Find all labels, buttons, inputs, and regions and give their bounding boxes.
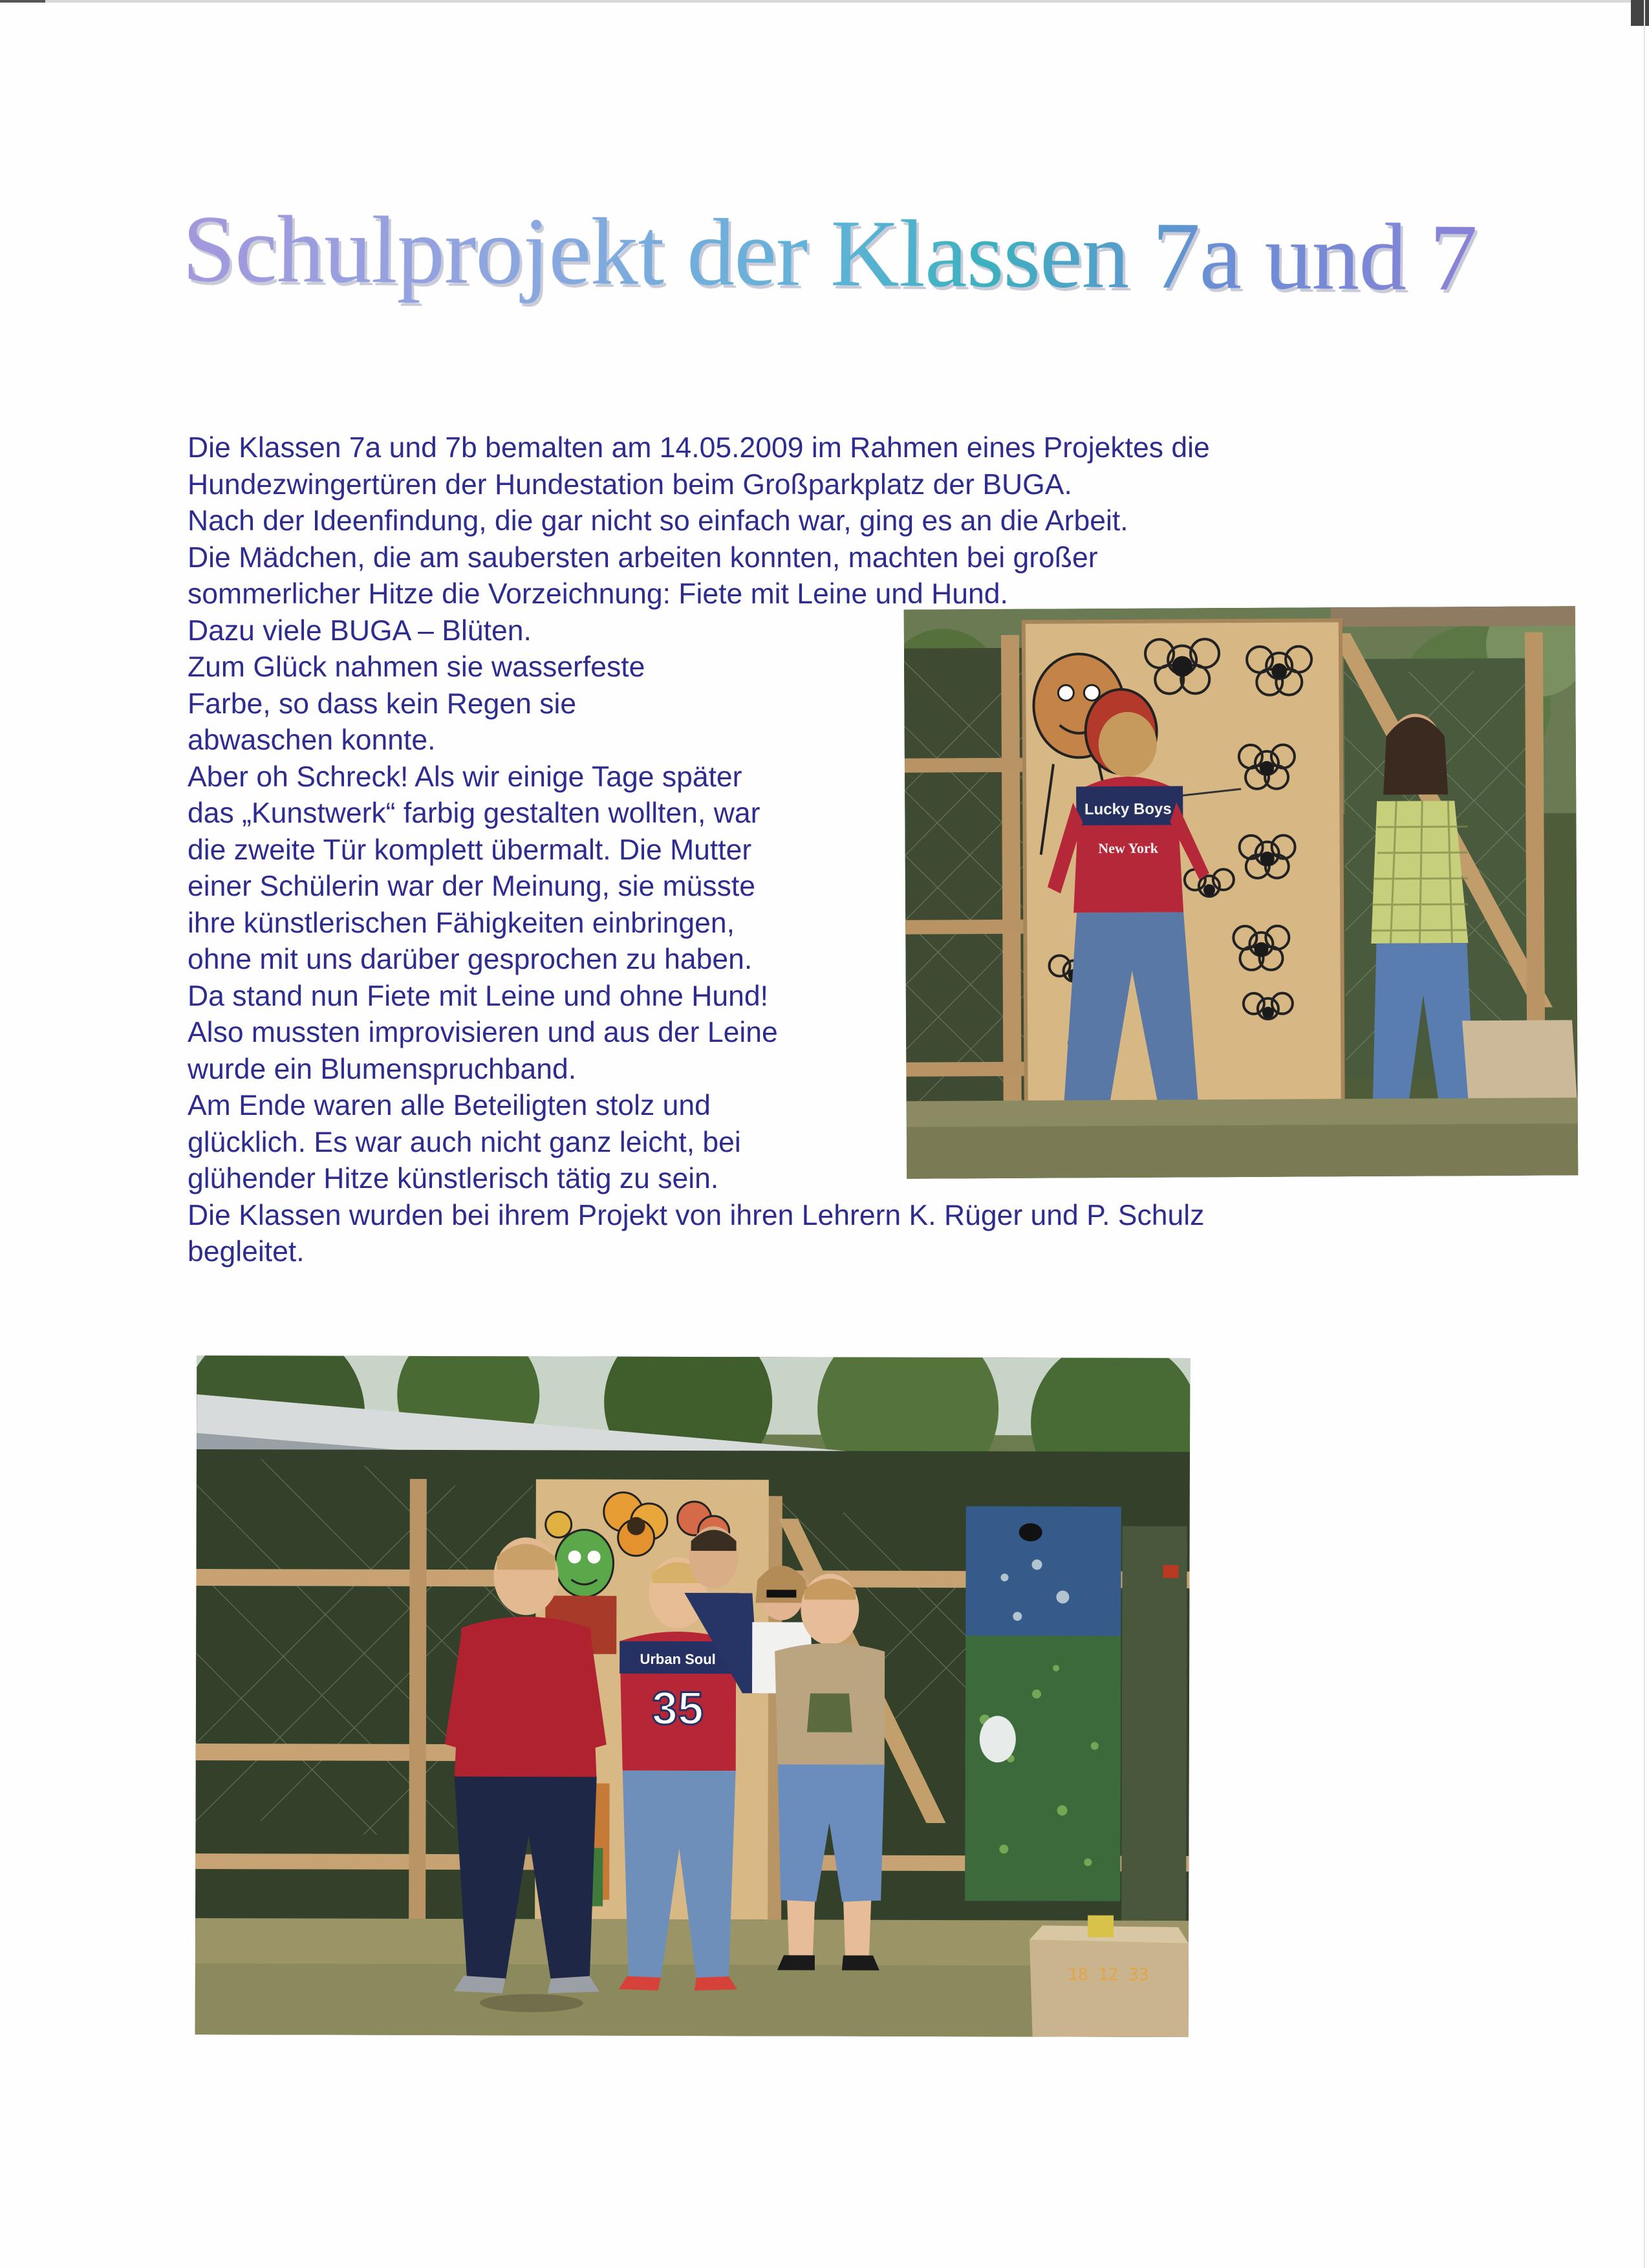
photo-group-kennel	[195, 1355, 1191, 2037]
shirt-print: New York	[1098, 839, 1159, 857]
shirt-print: Urban Soul	[640, 1650, 716, 1668]
text-line: Also mussten improvisieren und aus der Leine	[188, 1017, 778, 1048]
photo-date-stamp: 18 12 33	[1068, 1965, 1149, 1985]
scan-edge	[0, 0, 1649, 3]
scan-edge	[1644, 0, 1645, 2268]
photo-painting-door	[904, 606, 1579, 1178]
text-line: ihre künstlerischen Fähigkeiten einbringen,	[188, 907, 735, 939]
text-line: wurde ein Blumenspruchband.	[188, 1053, 577, 1085]
text-line: glücklich. Es war auch nicht ganz leicht, bei	[188, 1126, 741, 1158]
text-line: sommerlicher Hitze die Vorzeichnung: Fiete mit Leine und Hund.	[188, 578, 1008, 610]
photo-painting-door-image	[904, 606, 1579, 1178]
text-line: abwaschen konnte.	[188, 724, 436, 756]
text-line: Zum Glück nahmen sie wasserfeste	[188, 651, 645, 683]
text-line: die zweite Tür komplett übermalt. Die Mutter	[188, 834, 752, 866]
text-line: das „Kunstwerk“ farbig gestalten wollten, war	[188, 797, 760, 829]
text-line: Dazu viele BUGA – Blüten.	[188, 614, 532, 647]
text-line: Die Mädchen, die am saubersten arbeiten konnten, machten bei großer	[188, 541, 1098, 574]
text-line: Die Klassen 7a und 7b bemalten am 14.05.2009 im Rahmen eines Projektes die	[188, 432, 1210, 464]
text-line: einer Schülerin war der Meinung, sie müsste	[188, 870, 756, 902]
shirt-number: 35	[651, 1682, 704, 1735]
text-line: glühender Hitze künstlerisch tätig zu sein.	[188, 1163, 719, 1194]
text-line: begleitet.	[188, 1236, 305, 1268]
scan-mark	[1631, 0, 1649, 26]
scan-mark	[0, 0, 45, 3]
photo-group-kennel-image	[195, 1355, 1191, 2037]
shirt-print: Lucky Boys	[1084, 800, 1172, 819]
text-line: Hundezwingertüren der Hundestation beim Großparkplatz der BUGA.	[188, 468, 1072, 501]
text-line: Nach der Ideenfindung, die gar nicht so einfach war, ging es an die Arbeit.	[188, 505, 1128, 537]
text-line: Aber oh Schreck! Als wir einige Tage später	[188, 761, 742, 793]
text-line: Die Klassen wurden bei ihrem Projekt von ihren Lehrern K. Rüger und P. Schulz	[188, 1199, 1205, 1231]
text-line: Am Ende waren alle Beteiligten stolz und	[188, 1090, 711, 1121]
text-line: Da stand nun Fiete mit Leine und ohne Hund!	[188, 980, 769, 1012]
page-title: Schulprojekt der Klassen 7a und 7b	[182, 194, 1476, 313]
text-line: Farbe, so dass kein Regen sie	[188, 687, 577, 720]
text-line: ohne mit uns darüber gesprochen zu haben.	[188, 944, 753, 975]
